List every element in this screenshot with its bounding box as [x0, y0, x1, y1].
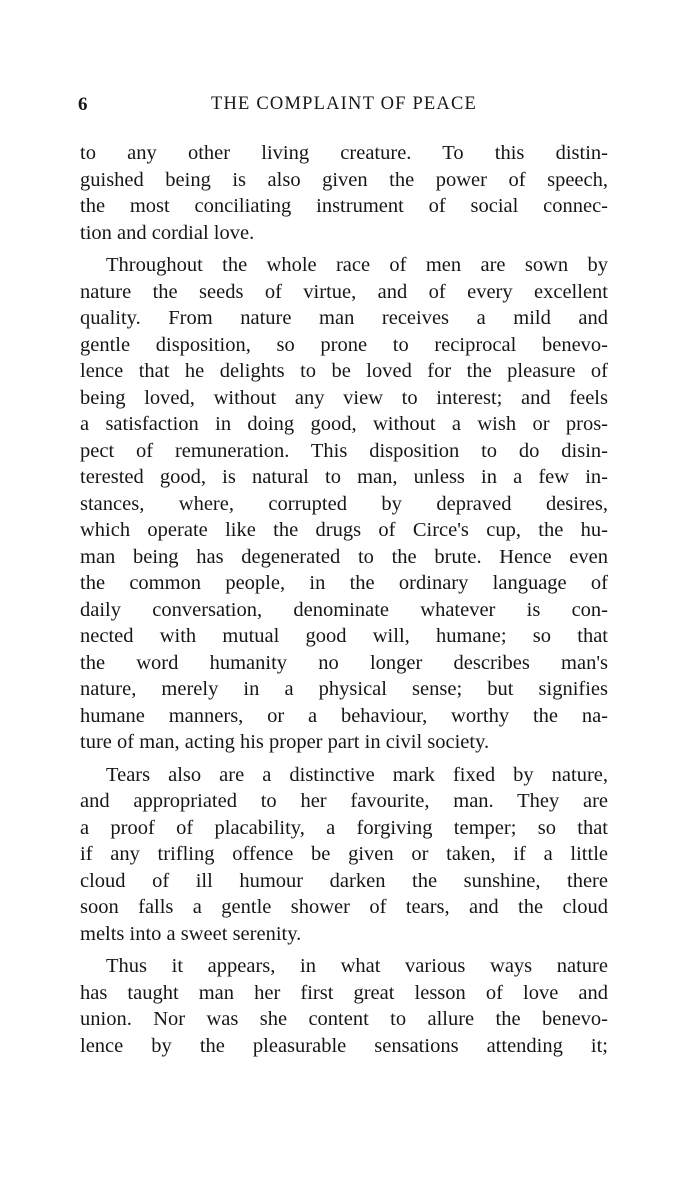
- text-line: melts into a sweet serenity.: [80, 922, 302, 945]
- text-line: gentle disposition, so prone to reciprocal benevo-: [80, 333, 608, 356]
- paragraph: [80, 762, 608, 948]
- text-line: the word humanity no longer describes man's: [80, 651, 608, 674]
- text-line: has taught man her first great lesson of love and: [80, 981, 608, 1004]
- page-number: 6: [78, 94, 88, 115]
- text-line: and appropriated to her favourite, man. They are: [80, 790, 608, 812]
- text-line: if any trifling offence be given or taken, if a little: [80, 843, 608, 865]
- text-line: man being has degenerated to the brute. Hence even: [80, 545, 608, 568]
- text-line: humane manners, or a behaviour, worthy the na-: [80, 704, 608, 727]
- text-line: terested good, is natural to man, unless in a few in-: [80, 466, 608, 488]
- text-line: to any other living creature. To this distin-: [80, 142, 608, 164]
- text-line: daily conversation, denominate whatever is con-: [80, 598, 608, 621]
- text-line: lence that he delights to be loved for the pleasure of: [80, 360, 608, 382]
- paragraph: [80, 140, 608, 246]
- text-line: soon falls a gentle shower of tears, and the cloud: [80, 896, 608, 918]
- running-head: [78, 94, 610, 120]
- text-line: nature, merely in a physical sense; but signifies: [80, 678, 608, 700]
- running-title: THE COMPLAINT OF PEACE: [210, 94, 478, 114]
- body-text: [80, 140, 608, 1059]
- text-line: stances, where, corrupted by depraved desires,: [80, 492, 608, 515]
- text-line: nature the seeds of virtue, and of every excellent: [80, 280, 608, 303]
- text-line: pect of remuneration. This disposition to do disin-: [80, 439, 608, 462]
- text-line: lence by the pleasurable sensations attending it;: [80, 1034, 608, 1057]
- text-line: tion and cordial love.: [80, 221, 255, 244]
- text-line: guished being is also given the power of speech,: [80, 168, 608, 191]
- text-line: cloud of ill humour darken the sunshine, there: [80, 869, 608, 892]
- text-line: Throughout the whole race of men are sown by: [106, 254, 608, 276]
- text-line: union. Nor was she content to allure the benevo-: [80, 1008, 608, 1030]
- text-line: Tears also are a distinctive mark fixed by nature,: [106, 763, 608, 786]
- paragraph: [80, 953, 608, 1059]
- text-line: Thus it appears, in what various ways nature: [106, 955, 608, 977]
- text-line: ture of man, acting his proper part in civil society.: [80, 731, 490, 753]
- text-line: a proof of placability, a forgiving temper; so that: [80, 816, 608, 839]
- text-line: the common people, in the ordinary language of: [80, 572, 608, 594]
- text-line: being loved, without any view to interest; and feels: [80, 386, 608, 409]
- text-line: which operate like the drugs of Circe's cup, the hu-: [80, 519, 608, 541]
- text-line: a satisfaction in doing good, without a wish or pros-: [80, 413, 608, 435]
- text-line: quality. From nature man receives a mild and: [80, 307, 608, 329]
- paragraph: [80, 252, 608, 756]
- text-line: the most conciliating instrument of social connec-: [80, 195, 608, 217]
- text-line: nected with mutual good will, humane; so that: [80, 625, 608, 647]
